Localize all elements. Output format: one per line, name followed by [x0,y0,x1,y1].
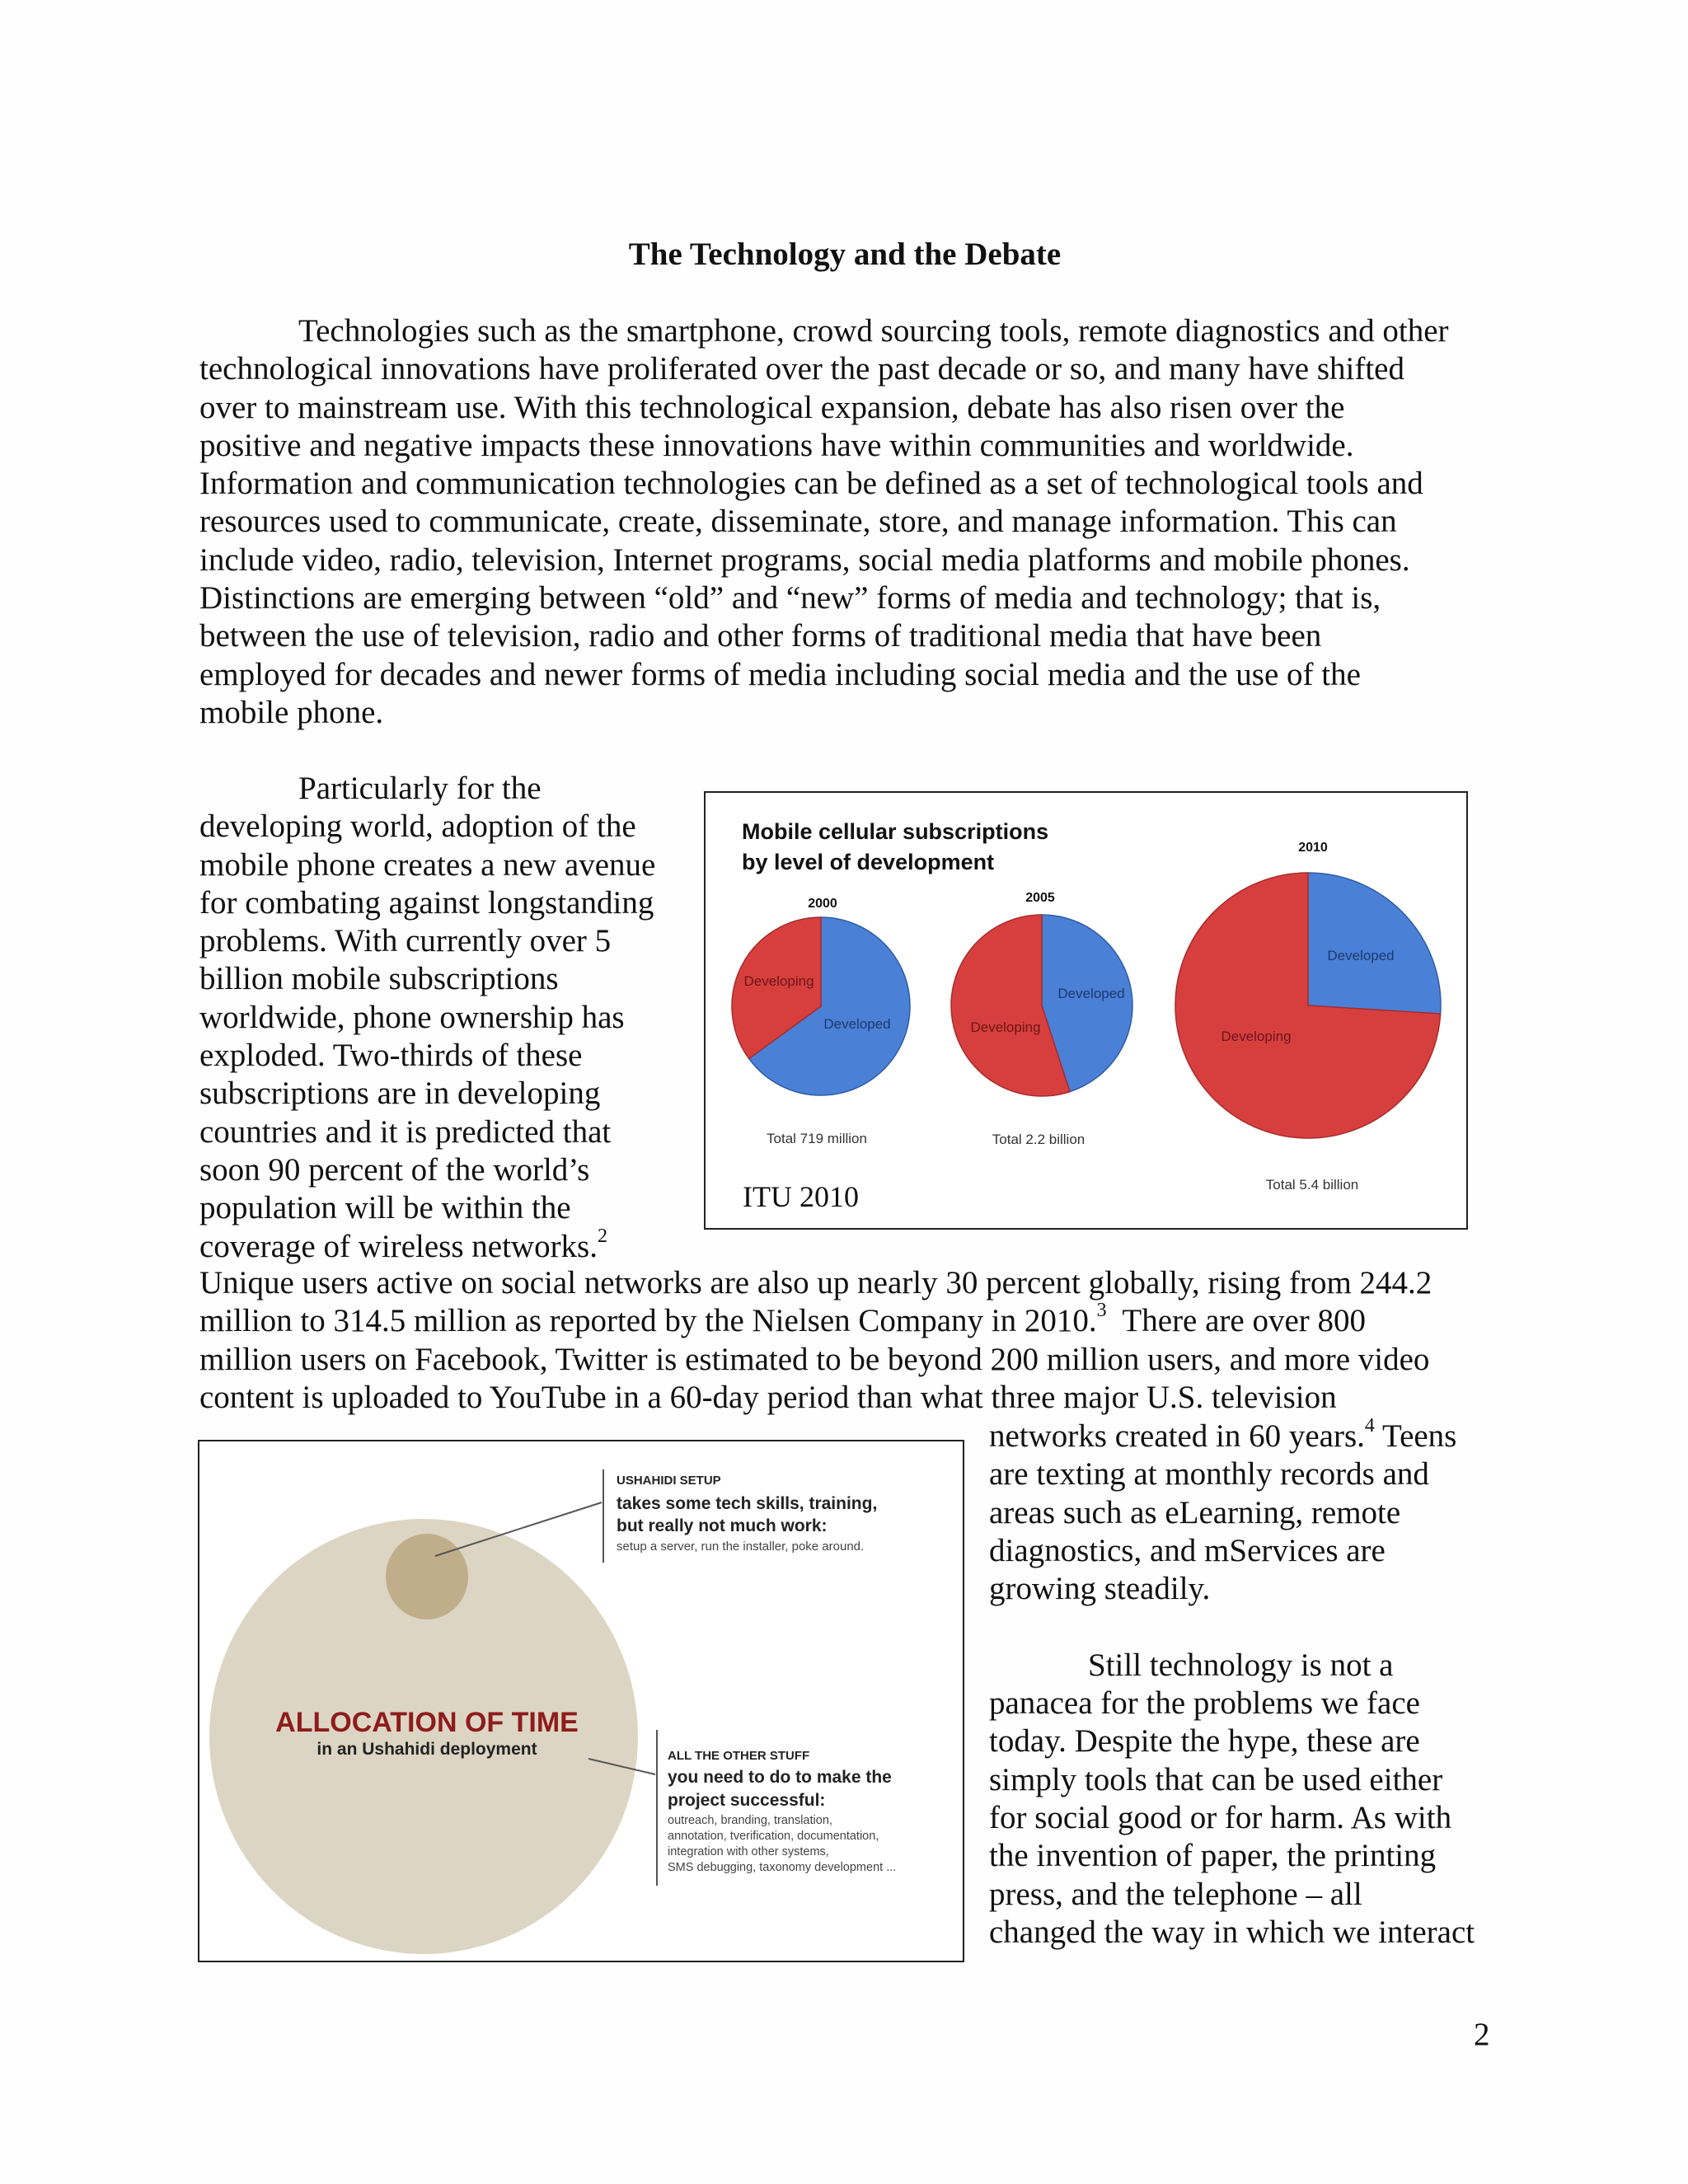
pie-slice-2010-developed [1308,873,1441,1014]
text-line [199,541,1449,579]
callout1-heading: USHAHIDI SETUP [617,1474,721,1488]
text-line [199,1037,655,1075]
line-text: worldwide, phone ownership has [199,999,625,1035]
text-line [199,846,655,884]
paragraph-intro [199,312,1449,732]
text-line [199,1075,655,1113]
callout2-detail: integration with other systems, [668,1845,829,1858]
line-text: subscriptions are in developing [199,1076,601,1112]
line-text: problems. With currently over 5 [199,923,612,959]
callout2-line: project successful: [668,1791,826,1810]
line-text: are texting at monthly records and [989,1456,1429,1493]
line-text: include video, radio, television, Internet programs, social media platforms and mobile phones. [199,541,1410,578]
line-text: areas such as eLearning, remote [989,1494,1401,1530]
text-line [199,1113,655,1151]
line-text: networks created in 60 years. [989,1418,1365,1454]
text-line [989,1799,1475,1837]
pie-total-label: Total 2.2 billion [992,1132,1085,1147]
line-text: employed for decades and newer forms of media including social media and the use of the [199,656,1361,692]
line-text: Teens [1374,1418,1457,1454]
text-line [199,694,1449,732]
callout2-line: you need to do to make the [668,1768,892,1787]
text-line [199,389,1449,427]
text-line [199,656,1449,694]
line-text: Unique users active on social networks are also up nearly 30 percent globally, rising from 244.2 [199,1265,1432,1301]
callout1-detail: setup a server, run the installer, poke around. [617,1540,865,1554]
line-text: Still technology is not a [1088,1647,1394,1683]
footnote-reference: 3 [1096,1300,1107,1322]
line-text: technological innovations have proliferated over the past decade or so, and many have shifted [199,351,1404,387]
line-text: today. Despite the hype, these are [989,1723,1420,1760]
line-text: mobile phone creates a new avenue [199,846,656,883]
text-line [989,1455,1475,1493]
paragraph-social-networks [199,1264,1432,1417]
text-line [989,1570,1475,1608]
line-text: for social good or for harm. As with [989,1799,1452,1835]
line-text: developing world, adoption of the [199,808,636,845]
slice-label: Developed [1327,948,1395,963]
chart-title-line-1: Mobile cellular subscriptions [742,819,1049,844]
text-line [199,1264,1432,1302]
text-line [989,1876,1475,1914]
slice-label: Developing [743,973,814,989]
slice-label: Developing [970,1019,1041,1035]
paragraph-mobile-left [199,770,655,1266]
text-line [199,1302,1432,1340]
line-text: press, and the telephone – all [989,1876,1362,1912]
text-line [989,1532,1475,1570]
line-text: coverage of wireless networks. [199,1228,598,1264]
callout2-detail: SMS debugging, taxonomy development ... [668,1861,897,1874]
pie-year-label: 2005 [1025,891,1055,905]
line-text: There are over 800 [1106,1303,1367,1339]
line-text: Particularly for the [298,771,542,806]
callout1-line: but really not much work: [617,1516,828,1535]
text-line [199,770,655,808]
line-text: countries and it is predicted that [199,1113,612,1150]
text-line [199,503,1449,541]
setup-time-circle [386,1534,468,1619]
callout1-line: takes some tech skills, training, [617,1494,878,1513]
pie-year-label: 2000 [808,897,837,911]
pie-total-label: Total 5.4 billion [1265,1177,1359,1193]
line-text: population will be within the [199,1190,571,1226]
text-line [199,1151,655,1189]
page-number: 2 [1474,2017,1490,2052]
line-text: for combating against longstanding [199,884,654,921]
line-text: growing steadily. [989,1571,1211,1607]
line-text: million to 314.5 million as reported by the Nielsen Company in 2010. [199,1303,1097,1339]
ushahidi-allocation-figure [198,1440,964,1962]
line-text: million users on Facebook, Twitter is estimated to be beyond 200 million users, and more video [199,1341,1430,1377]
text-line [199,1341,1432,1379]
text-line [199,465,1449,503]
text-line [989,1494,1475,1532]
line-text: changed the way in which we interact [989,1914,1475,1950]
callout2-detail: outreach, branding, translation, [668,1814,832,1827]
slice-label: Developed [1057,986,1125,1001]
text-line [989,1415,1475,1455]
text-line [199,960,655,998]
text-line [989,1914,1475,1952]
footnote-reference: 4 [1364,1415,1375,1436]
callout2-detail: annotation, tverification, documentation, [668,1830,879,1843]
slice-label: Developing [1221,1029,1292,1044]
paragraph-right-column [989,1415,1475,1952]
line-text: Information and communication technologies can be defined as a set of technological tools and [199,466,1423,502]
line-text: Technologies such as the smartphone, crowd sourcing tools, remote diagnostics and other [298,313,1449,349]
text-line [989,1685,1475,1722]
line-text: diagnostics, and mServices are [989,1532,1386,1568]
callout2-heading: ALL THE OTHER STUFF [668,1749,810,1763]
chart-title-line-2: by level of development [742,850,995,874]
pie-year-label: 2010 [1298,841,1328,855]
text-line [199,999,655,1037]
text-line [989,1608,1475,1646]
text-line [199,312,1449,350]
footnote-reference: 2 [598,1225,607,1247]
line-text: content is uploaded to YouTube in a 60-day period than what three major U.S. television [199,1379,1337,1415]
slice-label: Developed [823,1016,891,1032]
text-line [989,1722,1475,1760]
text-line [199,350,1449,388]
line-text: resources used to communicate, create, disseminate, store, and manage information. This can [199,504,1397,540]
line-text: mobile phone. [199,694,384,730]
line-text: soon 90 percent of the world’s [199,1151,590,1188]
text-line [199,427,1449,465]
text-line [199,922,655,960]
figure-subtitle: in an Ushahidi deployment [316,1740,537,1759]
line-text: exploded. Two-thirds of these [199,1038,583,1074]
text-line [199,808,655,846]
line-text: Distinctions are emerging between “old” and “new” forms of media and technology; that is, [199,580,1381,616]
line-text: billion mobile subscriptions [199,961,559,997]
line-text: positive and negative impacts these innovations have within communities and worldwide. [199,427,1354,463]
chart-canvas [706,793,1466,1228]
line-text: over to mainstream use. With this technological expansion, debate has also risen over the [199,389,1345,425]
pie-total-label: Total 719 million [767,1131,867,1146]
ushahidi-canvas [199,1441,963,1961]
line-text: the invention of paper, the printing [989,1838,1437,1874]
chart-source: ITU 2010 [743,1180,859,1213]
line-text: between the use of television, radio and other forms of traditional media that have been [199,618,1322,654]
figure-title: ALLOCATION OF TIME [275,1707,579,1738]
text-line [199,1379,1432,1417]
text-line [989,1647,1475,1685]
page-title: The Technology and the Debate [628,237,1062,272]
mobile-subscriptions-chart [704,791,1468,1230]
text-line [199,1225,655,1266]
line-text: panacea for the problems we face [989,1685,1420,1722]
text-line [199,617,1449,655]
text-line [199,1189,655,1227]
text-line [199,579,1449,617]
text-line [989,1837,1475,1875]
text-line [199,884,655,922]
text-line [989,1761,1475,1799]
line-text: simply tools that can be used either [989,1761,1443,1797]
